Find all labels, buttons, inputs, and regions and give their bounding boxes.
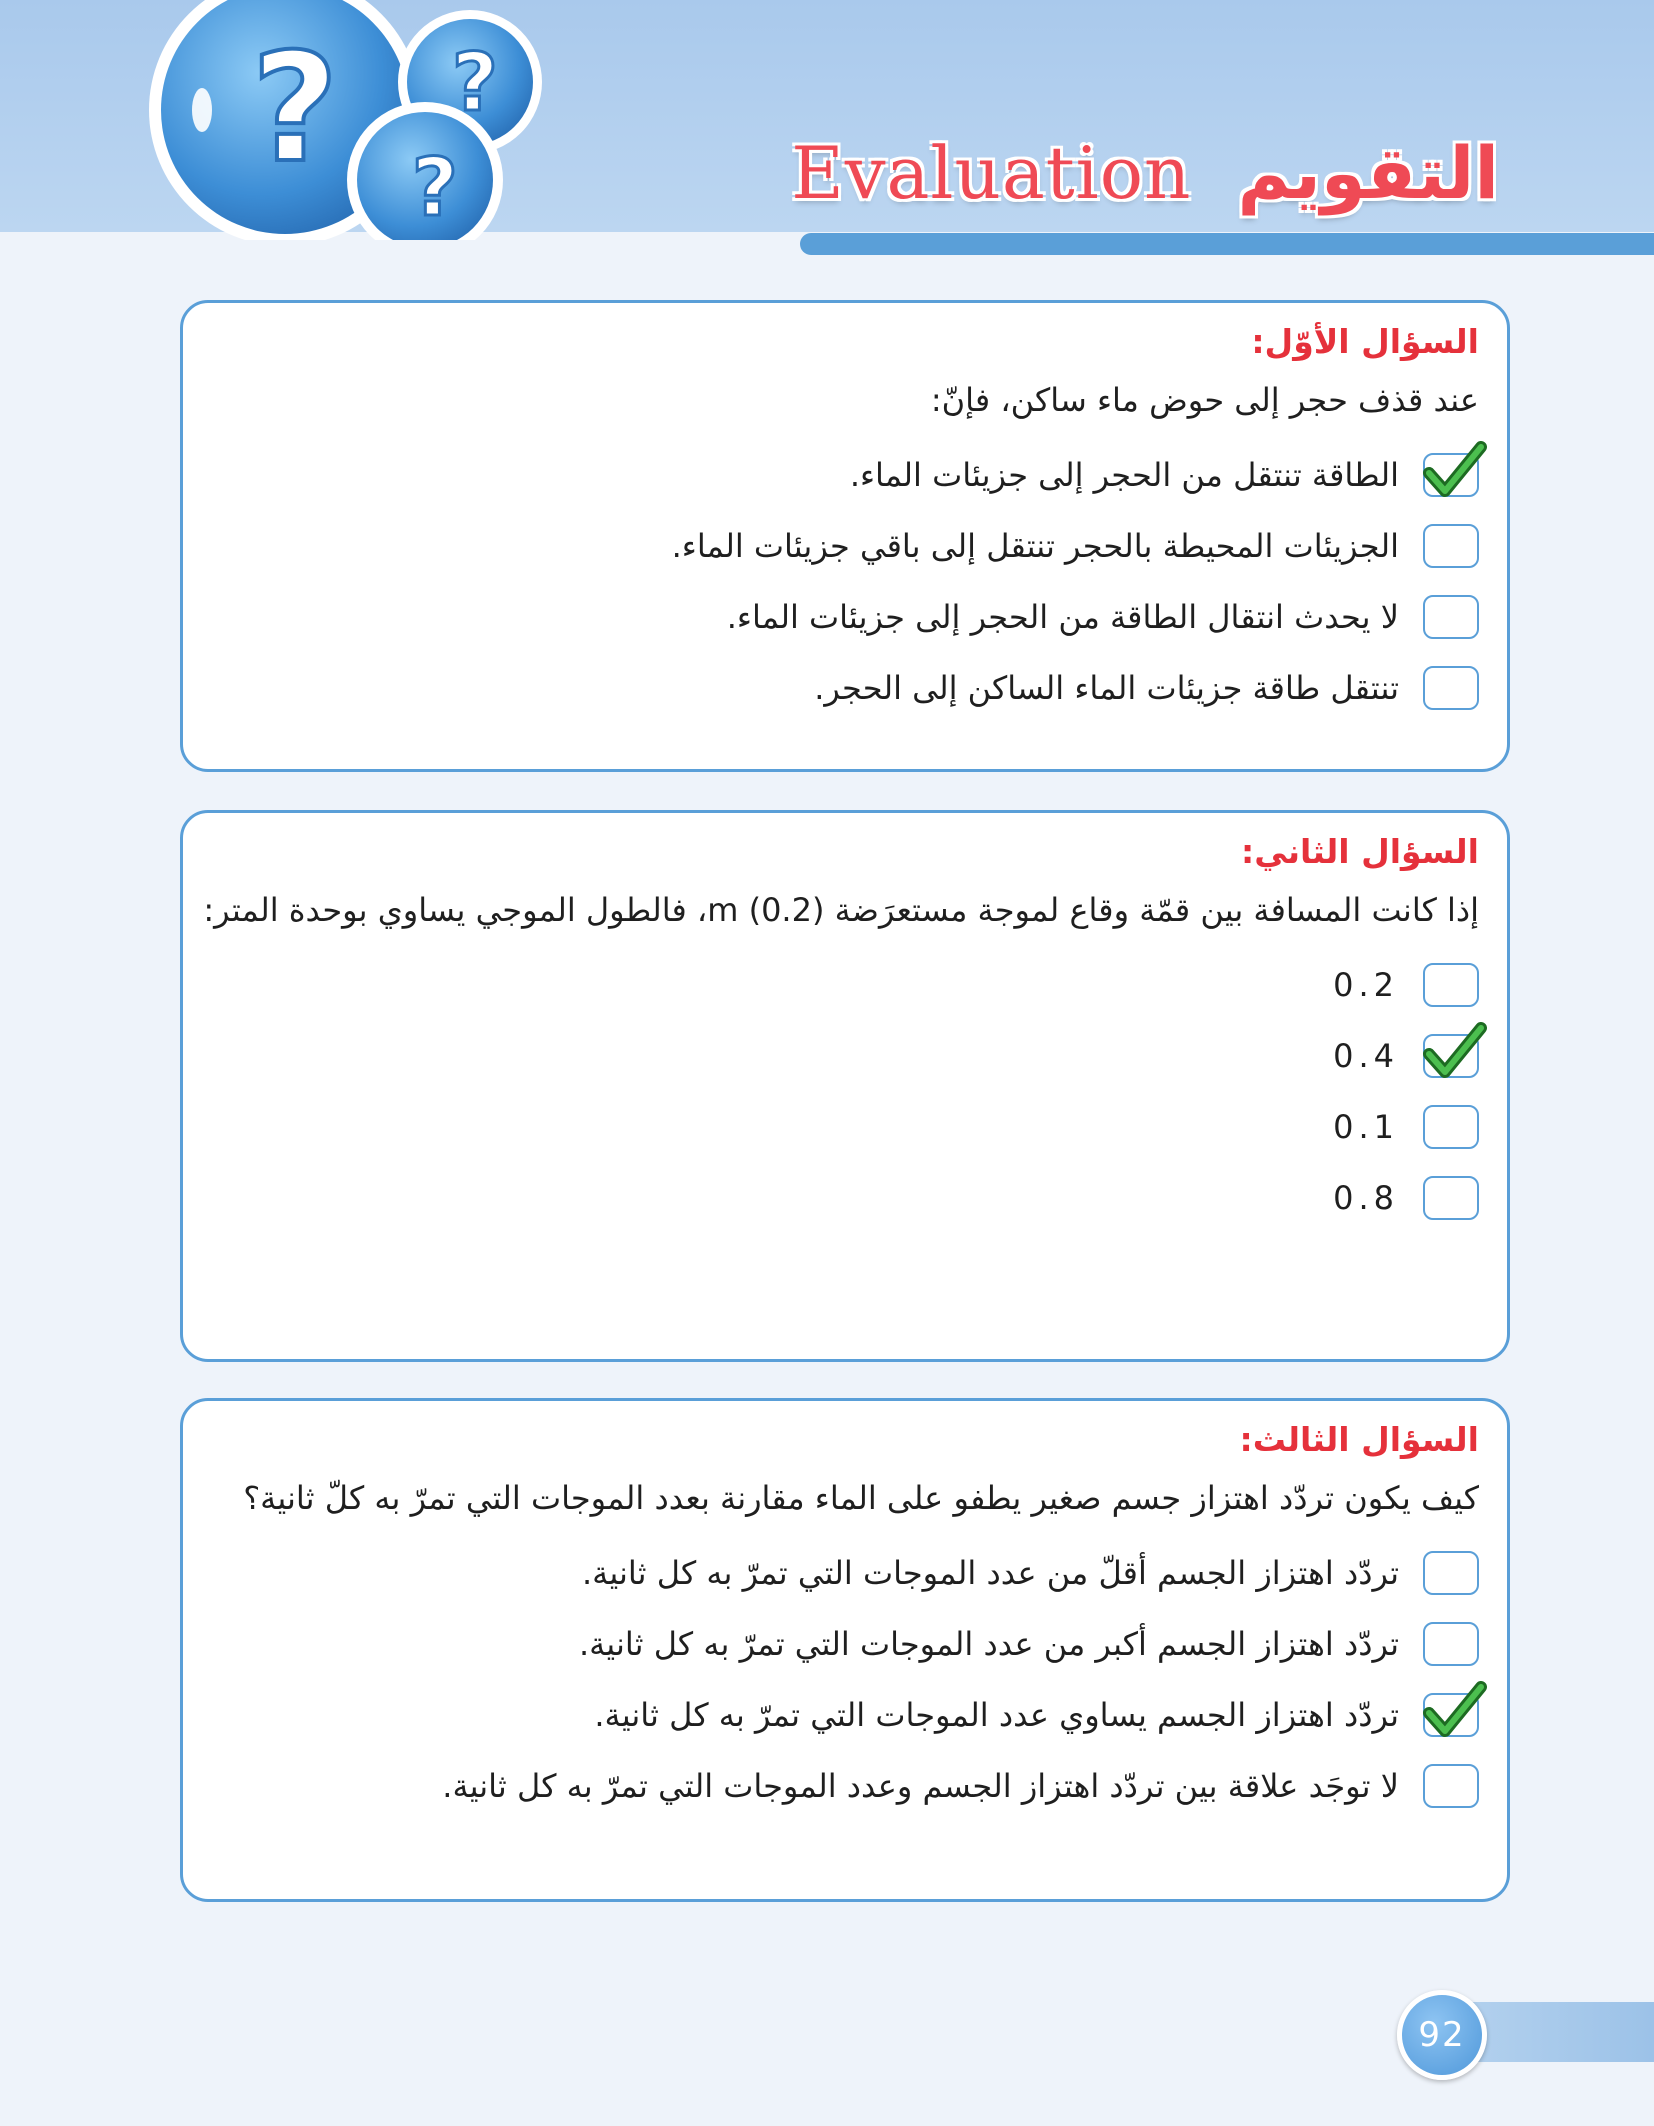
question-card-2 xyxy=(180,810,1510,1362)
option-label: تردّد اهتزاز الجسم أقلّ من عدد الموجات التي تمرّ به كل ثانية. xyxy=(581,1553,1399,1592)
checkbox[interactable] xyxy=(1423,963,1479,1007)
svg-text:?: ? xyxy=(251,22,339,196)
option-item[interactable] xyxy=(203,652,1479,723)
option-label: لا يحدث انتقال الطاقة من الحجر إلى جزيئات الماء. xyxy=(726,597,1399,636)
options-list xyxy=(203,439,1479,723)
svg-text:?: ? xyxy=(451,36,499,129)
question-title: السؤال الثاني: xyxy=(1241,832,1479,871)
option-item[interactable] xyxy=(203,1091,1479,1162)
question-text: كيف يكون تردّد اهتزاز جسم صغير يطفو على الماء مقارنة بعدد الموجات التي تمرّ به كلّ ثانية؟ xyxy=(243,1479,1479,1517)
question-card-1 xyxy=(180,300,1510,772)
checkbox[interactable] xyxy=(1423,453,1479,497)
checkmark-icon xyxy=(1421,1681,1487,1743)
option-label: الطاقة تنتقل من الحجر إلى جزيئات الماء. xyxy=(849,455,1399,494)
title-arabic: التقويم xyxy=(1237,131,1499,215)
option-item[interactable] xyxy=(203,1537,1479,1608)
checkbox[interactable] xyxy=(1423,1105,1479,1149)
title-english: Evaluation xyxy=(791,131,1192,215)
checkbox[interactable] xyxy=(1423,1034,1479,1078)
option-label: 0.1 xyxy=(1333,1107,1399,1146)
checkbox[interactable] xyxy=(1423,1551,1479,1595)
option-label: الجزيئات المحيطة بالحجر تنتقل إلى باقي جزيئات الماء. xyxy=(671,526,1399,565)
option-label: 0.8 xyxy=(1333,1178,1399,1217)
option-item[interactable] xyxy=(203,1608,1479,1679)
option-label: تردّد اهتزاز الجسم يساوي عدد الموجات التي تمرّ به كل ثانية. xyxy=(594,1695,1399,1734)
question-title: السؤال الثالث: xyxy=(1239,1420,1479,1459)
page-header-title xyxy=(791,128,1499,218)
option-label: تردّد اهتزاز الجسم أكبر من عدد الموجات التي تمرّ به كل ثانية. xyxy=(578,1624,1399,1663)
option-item[interactable] xyxy=(203,1750,1479,1821)
question-title: السؤال الأوّل: xyxy=(1251,322,1479,361)
option-item[interactable] xyxy=(203,1162,1479,1233)
checkbox[interactable] xyxy=(1423,1622,1479,1666)
checkbox[interactable] xyxy=(1423,666,1479,710)
header-stripe xyxy=(800,233,1654,255)
option-label: 0.2 xyxy=(1333,965,1399,1004)
option-label: تنتقل طاقة جزيئات الماء الساكن إلى الحجر. xyxy=(814,668,1399,707)
options-list xyxy=(203,1537,1479,1821)
question-card-3 xyxy=(180,1398,1510,1902)
svg-text:?: ? xyxy=(411,141,459,234)
option-item[interactable] xyxy=(203,1020,1479,1091)
option-item[interactable] xyxy=(203,510,1479,581)
checkmark-icon xyxy=(1421,1022,1487,1084)
question-text: عند قذف حجر إلى حوض ماء ساكن، فإنّ: xyxy=(930,381,1479,419)
option-item[interactable] xyxy=(203,949,1479,1020)
option-label: لا توجَد علاقة بين تردّد اهتزاز الجسم وعدد الموجات التي تمرّ به كل ثانية. xyxy=(442,1766,1399,1805)
option-item[interactable] xyxy=(203,581,1479,652)
checkbox[interactable] xyxy=(1423,1693,1479,1737)
question-text: إذا كانت المسافة بين قمّة وقاع لموجة مستعرَضة m (0.2)، فالطول الموجي يساوي بوحدة المتر: xyxy=(203,891,1479,929)
page-number: 92 xyxy=(1397,1990,1487,2080)
option-item[interactable] xyxy=(203,1679,1479,1750)
question-bubbles-icon xyxy=(140,0,560,240)
option-label: 0.4 xyxy=(1333,1036,1399,1075)
option-item[interactable] xyxy=(203,439,1479,510)
checkbox[interactable] xyxy=(1423,595,1479,639)
checkmark-icon xyxy=(1421,441,1487,503)
options-list xyxy=(203,949,1479,1233)
checkbox[interactable] xyxy=(1423,1176,1479,1220)
checkbox[interactable] xyxy=(1423,524,1479,568)
checkbox[interactable] xyxy=(1423,1764,1479,1808)
